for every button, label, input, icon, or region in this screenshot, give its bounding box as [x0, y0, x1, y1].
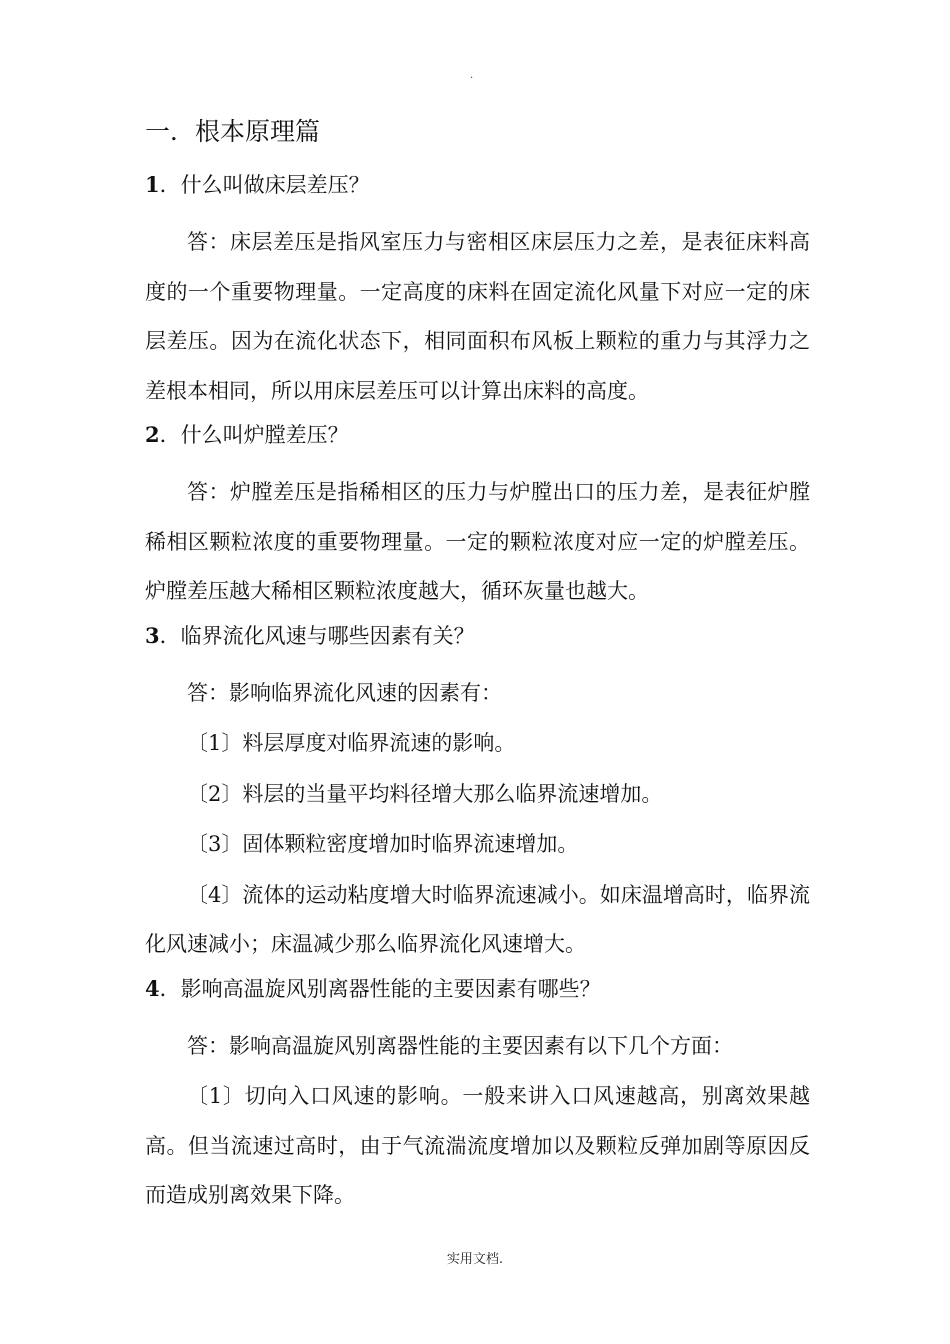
question-3 [145, 618, 810, 654]
document-body [145, 112, 810, 1222]
question-number: 1 [145, 172, 160, 197]
question-text: ．影响高温旋风别离器性能的主要因素有哪些？ [159, 976, 601, 1001]
answer-item: 〔1〕切向入口风速的影响。一般来讲入口风速越高，别离效果越高。但当流速过高时，由于气流湍流度增加以及颗粒反弹加剧等原因反而造成别离效果下降。 [145, 1084, 810, 1207]
header-mark: . [470, 70, 474, 81]
page-footer: 实用文档. [446, 1252, 504, 1267]
answer-paragraph: 答：床层差压是指风室压力与密相区床层压力之差，是表征床料高度的一个重要物理量。一定高度的床料在固定流化风量下对应一定的床层差压。因为在流化状态下，相同面积布风板上颗粒的重力与其浮力之差根本相同，所以用床层差压可以计算出床料的高度。 [145, 230, 810, 403]
question-text: ．临界流化风速与哪些因素有关？ [159, 623, 475, 648]
answer-paragraph: 答：影响临界流化风速的因素有： [187, 680, 502, 705]
answer-item: 〔1〕料层厚度对临界流速的影响。 [187, 731, 516, 755]
question-text: ．什么叫做床层差压？ [159, 173, 370, 197]
answer-item: 〔2〕料层的当量平均料径增大那么临界流速增加。 [187, 781, 663, 806]
answer-paragraph: 答：炉膛差压是指稀相区的压力与炉膛出口的压力差，是表征炉膛稀相区颗粒浓度的重要物理量。一定的颗粒浓度对应一定的炉膛差压。炉膛差压越大稀相区颗粒浓度越大，循环灰量也越大。 [145, 480, 810, 603]
question-number: 2 [145, 422, 160, 447]
question-number: 3 [145, 622, 160, 648]
answer-paragraph: 答：影响高温旋风别离器性能的主要因素有以下几个方面： [187, 1033, 733, 1058]
answer-item: 〔3〕固体颗粒密度增加时临界流速增加。 [187, 832, 579, 856]
question-text: ．什么叫炉膛差压？ [159, 423, 349, 447]
answer-item: 〔4〕流体的运动粘度增大时临界流速减小。如床温增高时，临界流化风速减小；床温减少那么临界流化风速增大。 [145, 882, 810, 956]
section-title: 一．根本原理篇 [145, 117, 321, 146]
question-2 [145, 417, 810, 453]
question-4 [145, 971, 810, 1007]
question-1 [145, 167, 810, 203]
question-number: 4 [145, 975, 160, 1001]
